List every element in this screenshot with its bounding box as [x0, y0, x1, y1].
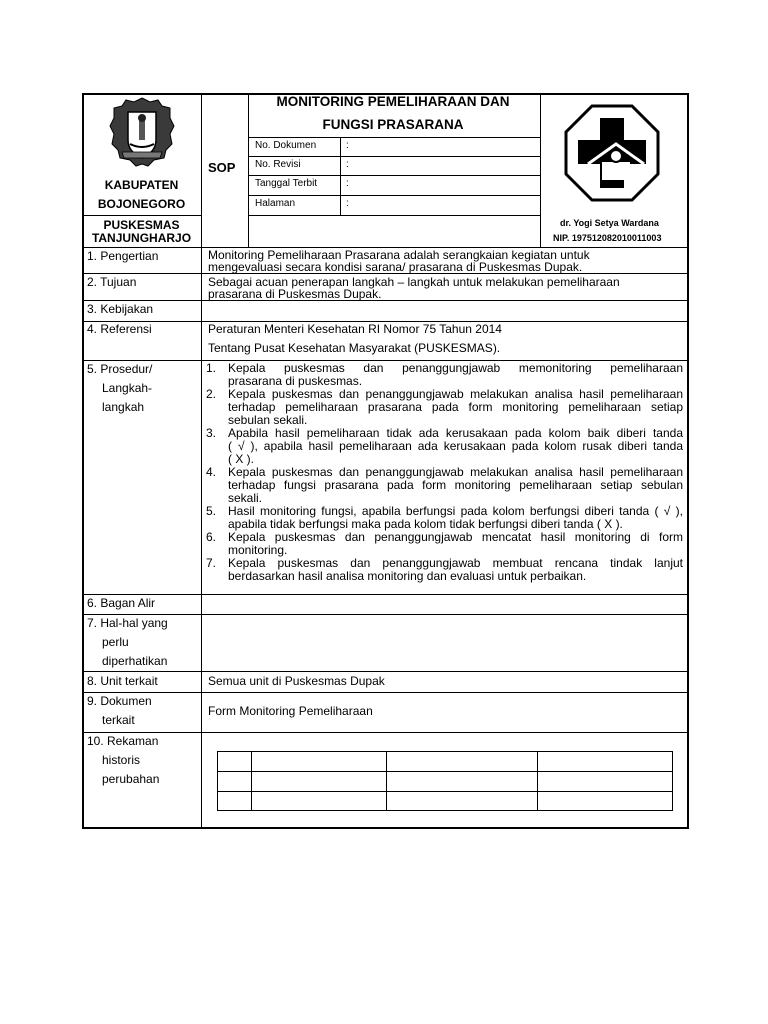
change-history-table: [217, 751, 673, 811]
field-line-4: [248, 215, 540, 216]
row-line-dokumen: [82, 732, 689, 733]
row-line-hal: [82, 671, 689, 672]
field-label-no-dokumen: No. Dokumen: [255, 140, 317, 151]
field-line-1: [248, 156, 540, 157]
prosedur-label-line2: Langkah-: [102, 381, 153, 395]
signer-nip: NIP. 197512082010011003: [553, 233, 662, 243]
rekaman-label-line1: 10. Rekaman: [87, 734, 159, 748]
dokumen-label-line2: terkait: [102, 713, 135, 727]
referensi-line1: Peraturan Menteri Kesehatan RI Nomor 75 Tahun 2014: [208, 322, 502, 336]
prosedur-label-line3: langkah: [102, 400, 145, 414]
prosedur-step-line: terhadap fungsi prasarana pada form monitoring pemeliharaan setiap sebulan: [228, 478, 683, 492]
field-value-divider: [340, 137, 341, 215]
row-line-tujuan: [82, 300, 689, 301]
sop-label: SOP: [208, 160, 236, 175]
prosedur-step-number: 4.: [206, 465, 217, 479]
field-sep-halaman: :: [346, 198, 349, 209]
row-line-bagan: [82, 614, 689, 615]
prosedur-step: [206, 388, 683, 427]
field-label-tanggal-terbit: Tanggal Terbit: [255, 178, 318, 189]
referensi-label: 4. Referensi: [87, 322, 152, 336]
tujuan-label: 2. Tujuan: [87, 275, 137, 289]
bagan-label: 6. Bagan Alir: [87, 596, 156, 610]
dokumen-text: Form Monitoring Pemeliharaan: [208, 704, 373, 718]
prosedur-step-number: 7.: [206, 556, 217, 570]
prosedur-step-number: 6.: [206, 530, 217, 544]
tujuan-line2: prasarana di Puskesmas Dupak.: [208, 287, 382, 301]
prosedur-steps: [206, 362, 683, 583]
prosedur-step-line: ( √ ), apabila hasil pemeliharaan ada kerusakaan pada kolom rusak diberi tanda: [228, 439, 683, 453]
prosedur-step-line: ( X ).: [228, 452, 254, 466]
row-line-prosedur: [82, 594, 689, 595]
change-history-row-line: [217, 791, 673, 792]
sop-column-divider: [248, 94, 249, 247]
hal-label-line2: perlu: [102, 635, 129, 649]
kebijakan-label: 3. Kebijakan: [87, 302, 154, 316]
field-label-no-revisi: No. Revisi: [255, 159, 301, 170]
dokumen-label-line1: 9. Dokumen: [87, 694, 152, 708]
referensi-line2: Tentang Pusat Kesehatan Masyarakat (PUSKESMAS).: [208, 341, 501, 355]
region-bottom-line: [82, 215, 201, 216]
prosedur-step-line: monitoring.: [228, 543, 288, 557]
prosedur-step: [206, 427, 683, 466]
prosedur-step-number: 1.: [206, 361, 217, 375]
prosedur-step-line: Kepala puskesmas dan penanggungjawab melakukan analisa hasil pemeliharaan: [228, 465, 683, 479]
prosedur-step-line: sekali.: [228, 491, 263, 505]
tujuan-line1: Sebagai acuan penerapan langkah – langkah untuk melakukan pemeliharaan: [208, 275, 620, 289]
prosedur-step-line: sebulan sekali.: [228, 413, 308, 427]
change-history-col-line: [251, 751, 252, 811]
logo-column-divider: [540, 94, 541, 247]
title-bottom-line: [248, 137, 540, 138]
label-column-divider: [201, 94, 202, 828]
row-line-unit: [82, 692, 689, 693]
unit-text: Semua unit di Puskesmas Dupak: [208, 674, 385, 688]
prosedur-step: [206, 362, 683, 388]
prosedur-step-line: Apabila hasil pemeliharaan tidak ada kerusakaan pada kolom baik diberi tanda: [228, 426, 683, 440]
prosedur-step-line: prasarana di puskesmas.: [228, 374, 363, 388]
rekaman-label-line2: historis: [102, 753, 141, 767]
document-title-line1: MONITORING PEMELIHARAAN DAN: [276, 94, 510, 109]
prosedur-step-line: terhadap pemeliharaan prasarana pada form monitoring pemeliharaan setiap: [228, 400, 683, 414]
change-history-col-line: [386, 751, 387, 811]
prosedur-step-line: Hasil monitoring fungsi, apabila berfungsi pada kolom berfungsi diberi tanda ( √ ),: [228, 504, 683, 518]
facility-line1: PUSKESMAS: [103, 218, 180, 232]
hal-label-line1: 7. Hal-hal yang: [87, 616, 168, 630]
document-title-line2: FUNGSI PRASARANA: [322, 117, 464, 132]
prosedur-step-line: Kepala puskesmas dan penanggungjawab membuat rencana tindak lanjut: [228, 556, 683, 570]
signer-name: dr. Yogi Setya Wardana: [560, 218, 659, 228]
prosedur-step-line: Kepala puskesmas dan penanggungjawab memonitoring pemeliharaan: [228, 361, 683, 375]
pengertian-line2: mengevaluasi secara kondisi sarana/ prasarana di Puskesmas Dupak.: [208, 260, 583, 274]
region-line2: BOJONEGORO: [97, 197, 186, 211]
prosedur-step: [206, 557, 683, 583]
prosedur-label-line1: 5. Prosedur/: [87, 362, 153, 376]
field-sep-tanggal-terbit: :: [346, 178, 349, 189]
prosedur-step-line: apabila tidak berfungsi maka pada kolom tidak berfungsi diberi tanda ( X ).: [228, 517, 623, 531]
facility-line2: TANJUNGHARJO: [91, 231, 192, 245]
regency-emblem-icon: [108, 96, 176, 168]
puskesmas-logo-icon: [564, 104, 660, 202]
prosedur-step-number: 3.: [206, 426, 217, 440]
prosedur-step: [206, 466, 683, 505]
field-line-2: [248, 175, 540, 176]
unit-label: 8. Unit terkait: [87, 674, 158, 688]
change-history-row-line: [217, 771, 673, 772]
field-line-3: [248, 195, 540, 196]
prosedur-step: [206, 531, 683, 557]
pengertian-label: 1. Pengertian: [87, 249, 159, 263]
field-label-halaman: Halaman: [255, 198, 296, 209]
change-history-col-line: [537, 751, 538, 811]
prosedur-step-number: 5.: [206, 504, 217, 518]
prosedur-step-line: berdasarkan hasil analisa monitoring dan evaluasi untuk perbaikan.: [228, 569, 587, 583]
field-sep-no-dokumen: :: [346, 140, 349, 151]
field-sep-no-revisi: :: [346, 159, 349, 170]
rekaman-label-line3: perubahan: [102, 772, 160, 786]
pengertian-line1: Monitoring Pemeliharaan Prasarana adalah serangkaian kegiatan untuk: [208, 248, 590, 262]
hal-label-line3: diperhatikan: [102, 654, 168, 668]
prosedur-step-number: 2.: [206, 387, 217, 401]
prosedur-step-line: Kepala puskesmas dan penanggungjawab melakukan analisa hasil pemeliharaan: [228, 387, 683, 401]
prosedur-step: [206, 505, 683, 531]
prosedur-step-line: Kepala puskesmas dan penanggungjawab mencatat hasil monitoring di form: [228, 530, 683, 544]
region-line1: KABUPATEN: [104, 178, 179, 192]
